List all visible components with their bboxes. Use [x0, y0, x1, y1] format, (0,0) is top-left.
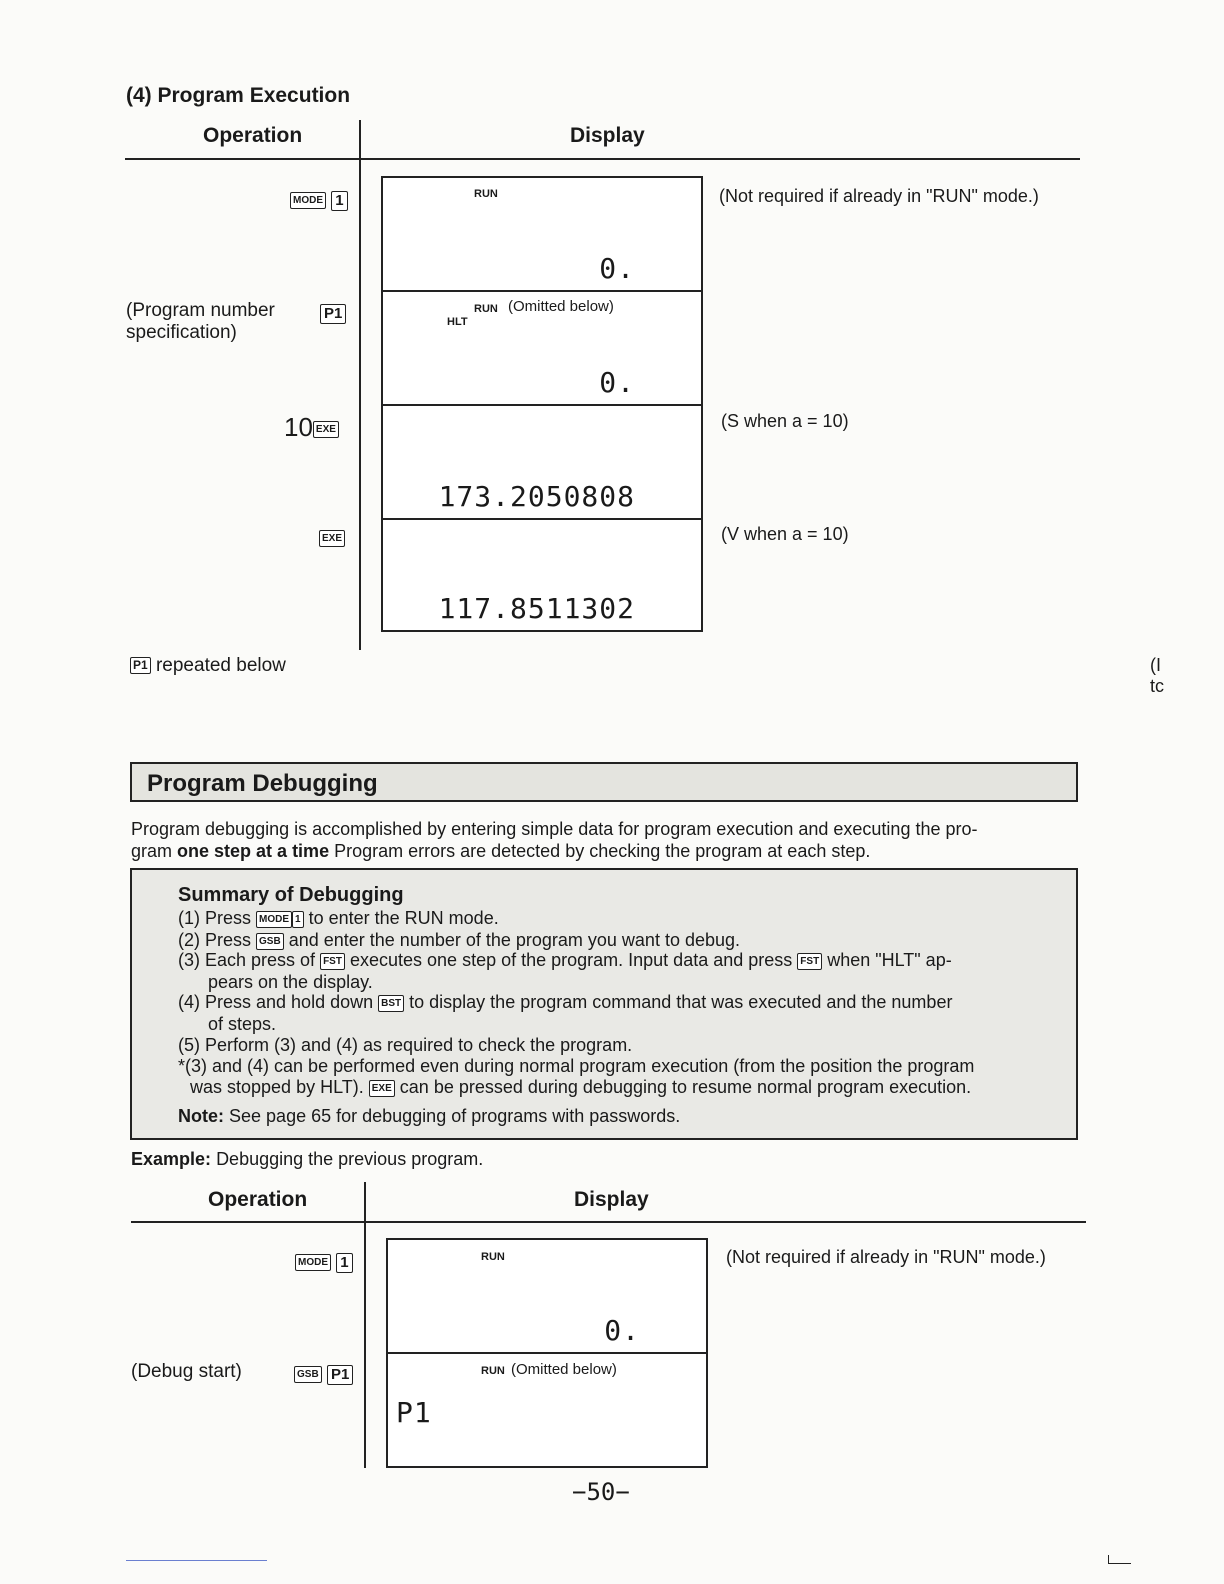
scan-underline — [126, 1560, 267, 1561]
display-number: 0. — [599, 252, 635, 285]
column-divider — [364, 1182, 366, 1468]
summary-step-4 — [178, 992, 952, 1013]
display-number: 173.2050808 — [438, 480, 635, 513]
p1-key: P1 — [130, 657, 151, 674]
note-label: Note: — [178, 1106, 224, 1126]
op-exe — [319, 528, 345, 550]
intro-line-2 — [131, 840, 870, 862]
debug-start-label: (Debug start) — [131, 1361, 242, 1382]
summary-step-1 — [178, 908, 499, 929]
fst-key: FST — [797, 953, 822, 970]
example-text: Debugging the previous program. — [216, 1149, 484, 1169]
display-header: Display — [574, 1188, 649, 1211]
one-key: 1 — [336, 1253, 352, 1273]
input-value: 10 — [284, 412, 313, 442]
margin-text-2: tc — [1150, 676, 1165, 696]
step-text: and enter the number of the program you want to debug. — [288, 930, 741, 950]
exe-key: EXE — [369, 1080, 395, 1097]
lcd-display-2 — [381, 290, 703, 406]
remark: (Not required if already in "RUN" mode.) — [719, 186, 1039, 206]
run-indicator: RUN — [481, 1251, 505, 1263]
summary-star-cont — [190, 1077, 971, 1098]
operation-header: Operation — [203, 124, 303, 147]
display-header: Display — [570, 124, 645, 147]
note-text: See page 65 for debugging of programs with passwords. — [229, 1106, 681, 1126]
display-number: 0. — [599, 366, 635, 399]
lcd-display-5 — [386, 1238, 708, 1354]
footnote-text: repeated below — [155, 655, 286, 676]
page-number: −50− — [572, 1478, 630, 1506]
debugging-title: Program Debugging — [147, 770, 378, 797]
header-rule — [125, 158, 1080, 160]
exe-key: EXE — [319, 530, 345, 547]
display-number: 0. — [604, 1314, 640, 1347]
op-gsb-p1 — [294, 1364, 353, 1386]
gsb-key: GSB — [256, 933, 284, 950]
lcd-display-1 — [381, 176, 703, 292]
summary-note — [178, 1106, 680, 1127]
run-indicator: RUN — [474, 188, 498, 200]
summary-title: Summary of Debugging — [178, 884, 404, 906]
mode-key: MODE — [290, 192, 326, 209]
run-indicator: RUN — [474, 303, 498, 315]
exe-key: EXE — [313, 421, 339, 438]
display-number: 117.8511302 — [438, 592, 635, 625]
mode-key: MODE — [256, 911, 292, 928]
display-number: P1 — [396, 1396, 432, 1429]
p1-repeated-note — [130, 655, 286, 677]
one-key: 1 — [331, 191, 347, 211]
op-mode-1 — [295, 1252, 353, 1274]
p1-key: P1 — [320, 304, 346, 324]
gsb-key: GSB — [294, 1366, 322, 1383]
remark: (Not required if already in "RUN" mode.) — [726, 1247, 1046, 1267]
omitted-note: (Omitted below) — [508, 298, 614, 315]
margin-text-1: (I — [1150, 655, 1161, 675]
intro-bold: one step at a time — [177, 841, 330, 861]
op-10-exe — [284, 412, 339, 443]
lcd-display-6 — [386, 1352, 708, 1468]
section-title: (4) Program Execution — [126, 84, 351, 107]
op-mode-1 — [290, 190, 348, 212]
intro-line-1: Program debugging is accomplished by entering simple data for program execution and executing the pro- — [131, 819, 978, 839]
intro-word: gram — [131, 841, 173, 861]
lcd-display-4 — [381, 518, 703, 632]
step-text: to enter the RUN mode. — [308, 908, 499, 928]
summary-box — [130, 868, 1078, 1140]
remark: (S when a = 10) — [721, 411, 849, 431]
summary-step-3 — [178, 950, 952, 971]
operation-header: Operation — [208, 1188, 308, 1211]
step-text: when "HLT" ap- — [827, 950, 952, 970]
program-number-label: (Program number specification) — [126, 300, 275, 343]
debugging-banner — [130, 762, 1078, 802]
remark: (V when a = 10) — [721, 524, 849, 544]
summary-step-4-cont: of steps. — [208, 1014, 277, 1034]
header-rule — [131, 1221, 1086, 1223]
step-text: was stopped by HLT). — [190, 1077, 364, 1097]
omitted-note: (Omitted below) — [511, 1361, 617, 1378]
step-text: (3) Each press of — [178, 950, 316, 970]
example-label: Example: — [131, 1149, 212, 1169]
example-line — [131, 1148, 483, 1170]
fst-key: FST — [320, 953, 345, 970]
intro-rest: Program errors are detected by checking the program at each step. — [334, 841, 871, 861]
bst-key: BST — [378, 995, 404, 1012]
summary-step-5: (5) Perform (3) and (4) as required to check the program. — [178, 1035, 633, 1055]
step-text: (1) Press — [178, 908, 252, 928]
step-text: (2) Press — [178, 930, 252, 950]
column-divider — [359, 120, 361, 650]
summary-step-2 — [178, 930, 740, 951]
mode-key: MODE — [295, 1254, 331, 1271]
one-key: 1 — [292, 911, 304, 928]
hlt-indicator: HLT — [447, 316, 468, 328]
lcd-display-3 — [381, 404, 703, 520]
summary-star-line: *(3) and (4) can be performed even during normal program execution (from the position the program — [178, 1056, 975, 1076]
step-text: executes one step of the program. Input data and press — [349, 950, 793, 970]
p1-key: P1 — [327, 1365, 353, 1385]
step-text: (4) Press and hold down — [178, 992, 374, 1012]
run-indicator: RUN — [481, 1365, 505, 1377]
step-text: can be pressed during debugging to resume normal program execution. — [399, 1077, 972, 1097]
summary-step-3-cont: pears on the display. — [208, 972, 373, 992]
step-text: to display the program command that was executed and the number — [409, 992, 953, 1012]
op-p1 — [320, 303, 346, 325]
crop-mark — [1108, 1555, 1131, 1564]
